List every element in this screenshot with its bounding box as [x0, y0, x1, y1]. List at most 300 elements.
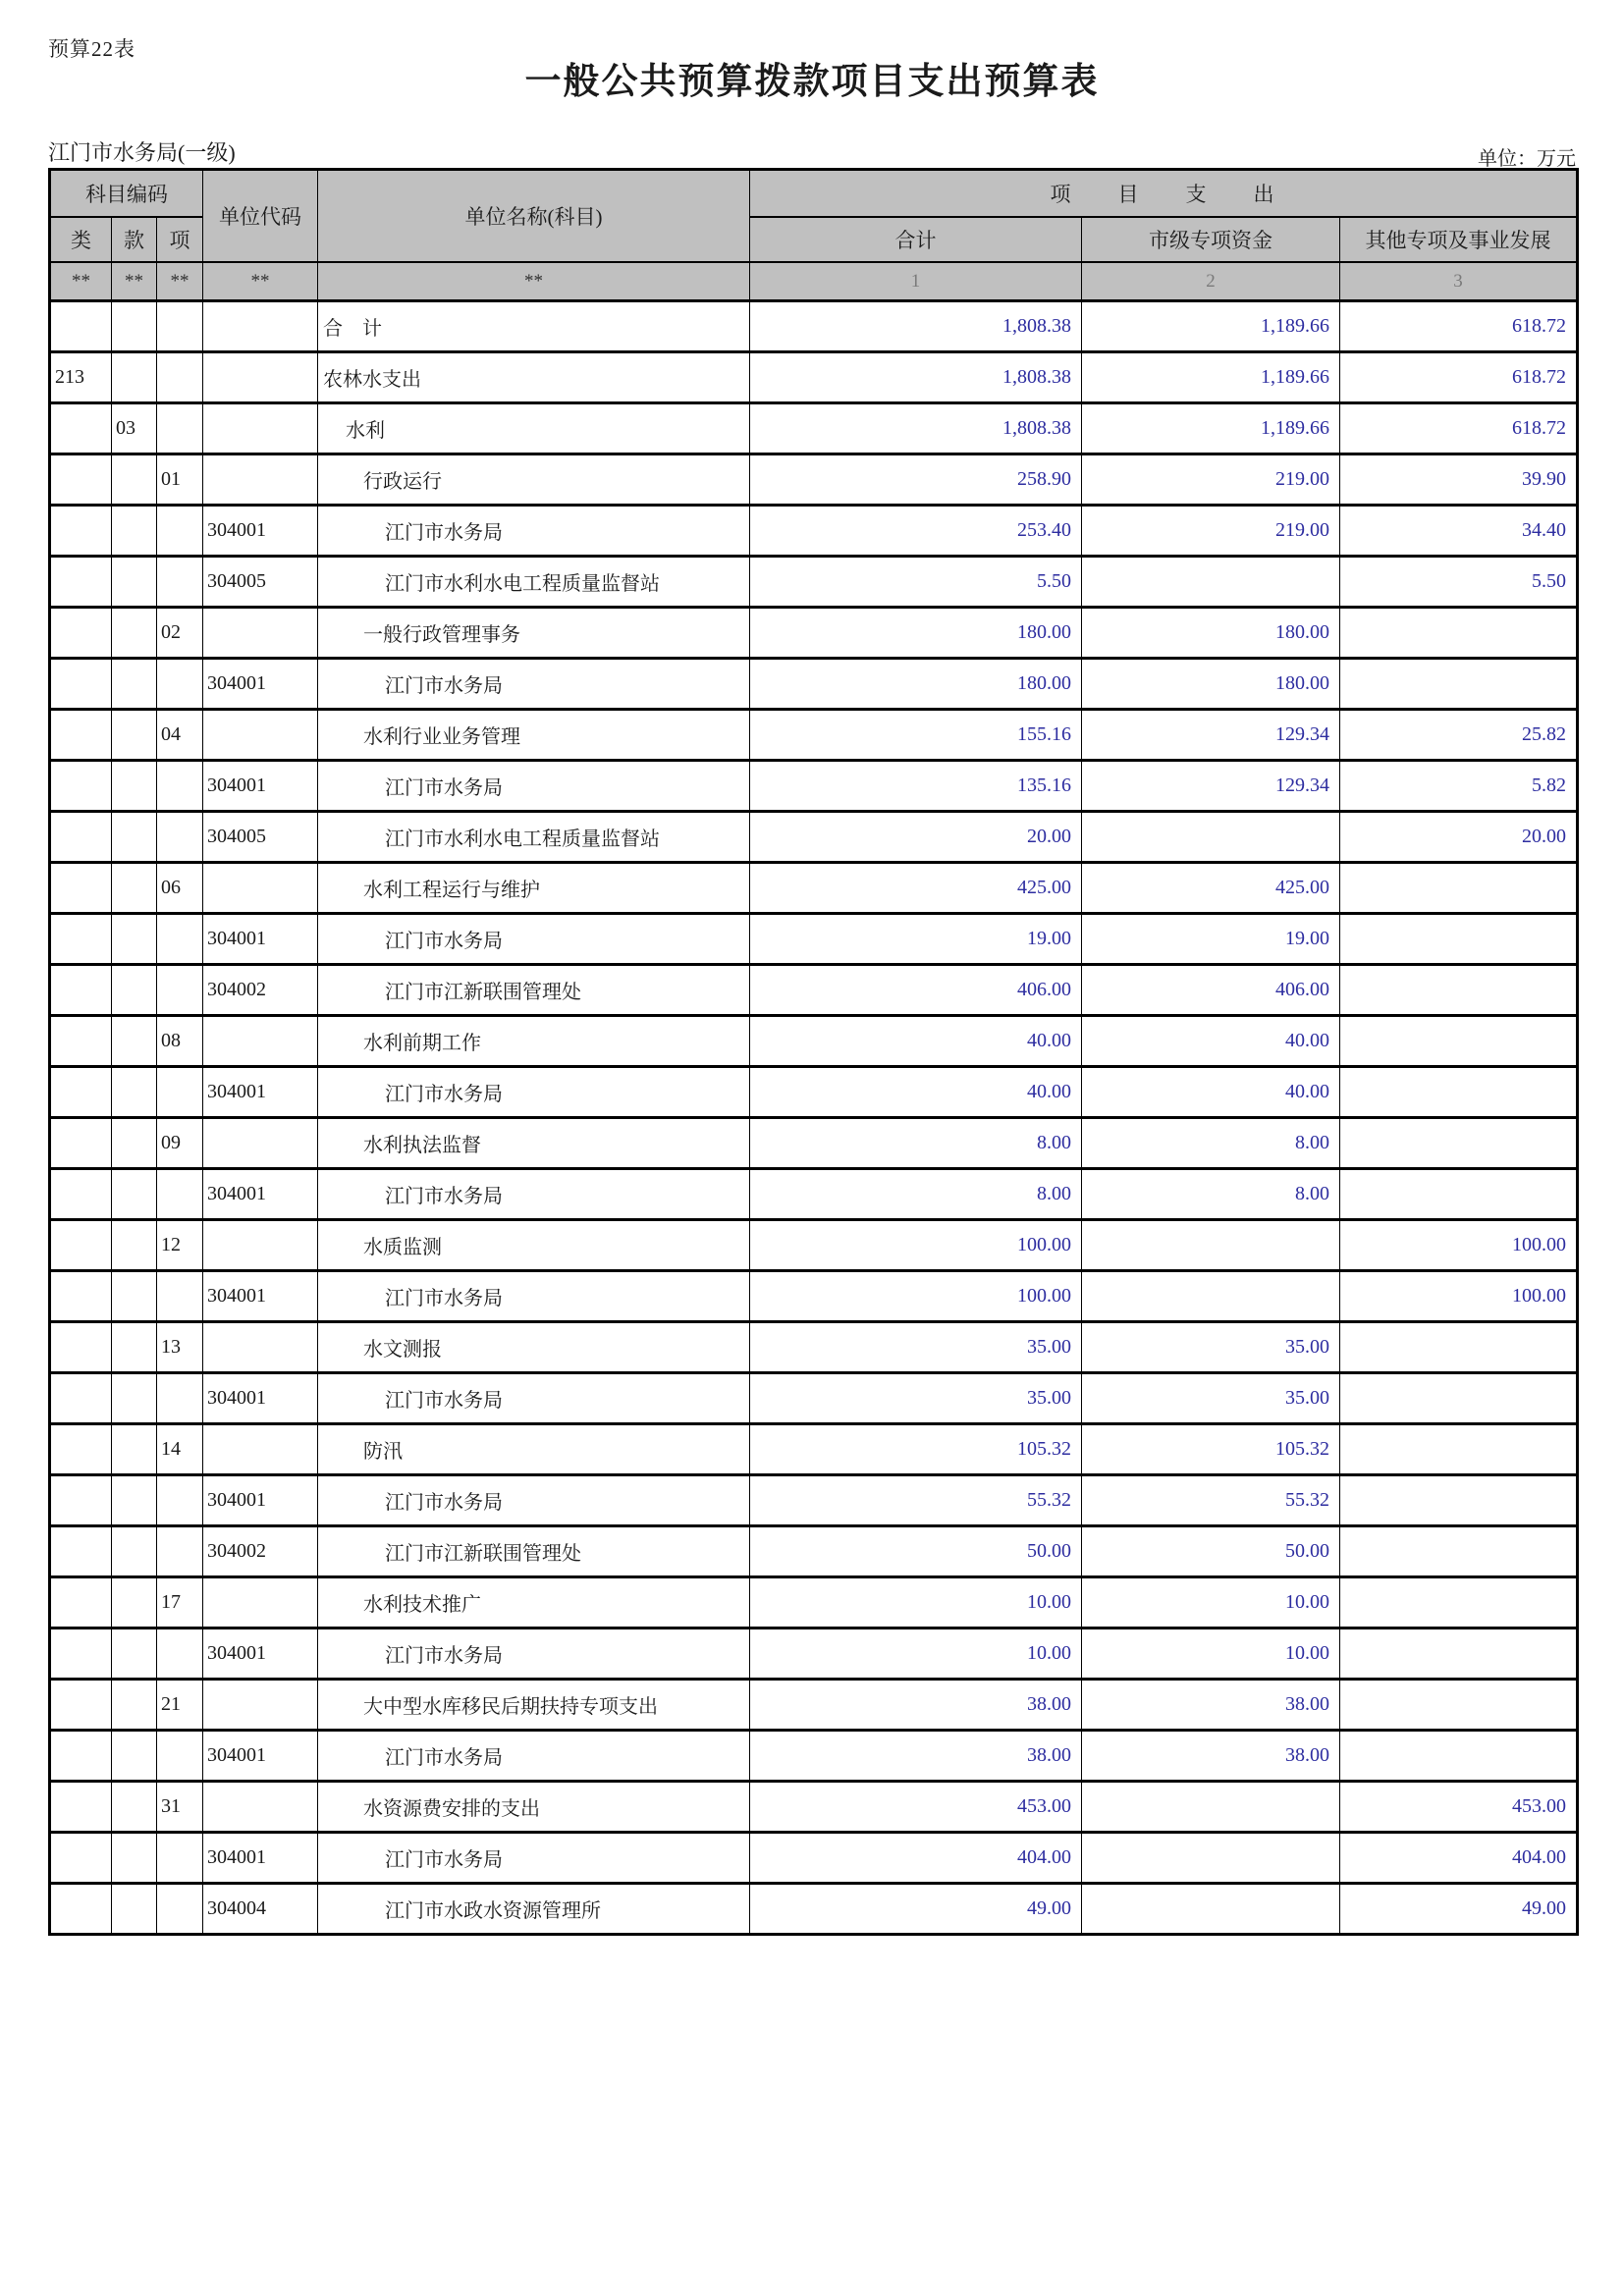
- org-name: 江门市水务局(一级): [48, 140, 236, 165]
- cell-other-fund: [1340, 1169, 1578, 1220]
- cell-unit-code: [203, 1016, 318, 1067]
- cell-unit-name: 水利执法监督: [318, 1118, 750, 1169]
- cell-section-code: [112, 710, 157, 761]
- cell-unit-name: 一般行政管理事务: [318, 608, 750, 659]
- cell-section-code: [112, 1577, 157, 1629]
- header-col-1: 1: [750, 262, 1082, 301]
- cell-municipal-fund: [1082, 812, 1340, 863]
- cell-total: 40.00: [750, 1067, 1082, 1118]
- cell-unit-name: 农林水支出: [318, 352, 750, 403]
- cell-class-code: [50, 1680, 112, 1731]
- table-row: [50, 1016, 1578, 1067]
- cell-section-code: [112, 608, 157, 659]
- table-row: [50, 608, 1578, 659]
- cell-unit-code: [203, 1577, 318, 1629]
- cell-unit-name: 水利: [318, 403, 750, 454]
- cell-class-code: [50, 1731, 112, 1782]
- header-class: 类: [50, 217, 112, 262]
- cell-municipal-fund: 8.00: [1082, 1118, 1340, 1169]
- cell-item-code: 17: [157, 1577, 203, 1629]
- cell-class-code: [50, 710, 112, 761]
- table-row: [50, 1526, 1578, 1577]
- cell-municipal-fund: [1082, 1884, 1340, 1935]
- table-row: [50, 1731, 1578, 1782]
- cell-unit-name: 江门市水利水电工程质量监督站: [318, 812, 750, 863]
- cell-section-code: [112, 1884, 157, 1935]
- cell-unit-name: 防汛: [318, 1424, 750, 1475]
- cell-municipal-fund: [1082, 557, 1340, 608]
- cell-total: 35.00: [750, 1322, 1082, 1373]
- cell-unit-name: 水利行业业务管理: [318, 710, 750, 761]
- cell-other-fund: 39.90: [1340, 454, 1578, 506]
- cell-item-code: [157, 761, 203, 812]
- cell-municipal-fund: 38.00: [1082, 1731, 1340, 1782]
- cell-total: 425.00: [750, 863, 1082, 914]
- cell-item-code: [157, 301, 203, 352]
- cell-total: 20.00: [750, 812, 1082, 863]
- cell-class-code: [50, 506, 112, 557]
- budget-form-number: 预算22表: [48, 37, 135, 61]
- cell-municipal-fund: 129.34: [1082, 710, 1340, 761]
- cell-unit-name: 大中型水库移民后期扶持专项支出: [318, 1680, 750, 1731]
- cell-section-code: [112, 454, 157, 506]
- cell-other-fund: [1340, 659, 1578, 710]
- cell-other-fund: [1340, 1118, 1578, 1169]
- cell-municipal-fund: 406.00: [1082, 965, 1340, 1016]
- cell-section-code: [112, 1629, 157, 1680]
- header-col-2: 2: [1082, 262, 1340, 301]
- table-row: [50, 659, 1578, 710]
- header-section-mask: **: [112, 262, 157, 301]
- cell-item-code: 06: [157, 863, 203, 914]
- cell-section-code: [112, 761, 157, 812]
- cell-unit-name: 江门市江新联围管理处: [318, 965, 750, 1016]
- cell-municipal-fund: [1082, 1220, 1340, 1271]
- cell-section-code: [112, 1475, 157, 1526]
- cell-municipal-fund: 55.32: [1082, 1475, 1340, 1526]
- cell-item-code: [157, 1731, 203, 1782]
- table-row: [50, 1067, 1578, 1118]
- cell-item-code: 13: [157, 1322, 203, 1373]
- cell-unit-name: 水利工程运行与维护: [318, 863, 750, 914]
- cell-other-fund: [1340, 1577, 1578, 1629]
- header-col-3: 3: [1340, 262, 1578, 301]
- cell-section-code: [112, 301, 157, 352]
- header-total: 合计: [750, 217, 1082, 262]
- table-row: [50, 1271, 1578, 1322]
- cell-item-code: 08: [157, 1016, 203, 1067]
- cell-total: 253.40: [750, 506, 1082, 557]
- table-row: [50, 761, 1578, 812]
- cell-unit-name: 江门市水务局: [318, 1169, 750, 1220]
- cell-total: 1,808.38: [750, 403, 1082, 454]
- cell-section-code: [112, 1731, 157, 1782]
- cell-municipal-fund: 19.00: [1082, 914, 1340, 965]
- cell-total: 8.00: [750, 1169, 1082, 1220]
- cell-item-code: [157, 403, 203, 454]
- cell-other-fund: 20.00: [1340, 812, 1578, 863]
- cell-municipal-fund: 180.00: [1082, 608, 1340, 659]
- table-row: [50, 1833, 1578, 1884]
- table-row: [50, 1475, 1578, 1526]
- cell-item-code: 02: [157, 608, 203, 659]
- cell-section-code: [112, 965, 157, 1016]
- header-item: 项: [157, 217, 203, 262]
- cell-other-fund: [1340, 914, 1578, 965]
- cell-other-fund: 34.40: [1340, 506, 1578, 557]
- cell-municipal-fund: 40.00: [1082, 1016, 1340, 1067]
- cell-unit-name: 江门市水利水电工程质量监督站: [318, 557, 750, 608]
- cell-item-code: [157, 1884, 203, 1935]
- cell-class-code: [50, 1067, 112, 1118]
- cell-section-code: [112, 506, 157, 557]
- cell-municipal-fund: 1,189.66: [1082, 301, 1340, 352]
- cell-class-code: [50, 1118, 112, 1169]
- table-row: [50, 1782, 1578, 1833]
- cell-class-code: [50, 454, 112, 506]
- cell-municipal-fund: 1,189.66: [1082, 352, 1340, 403]
- cell-item-code: [157, 1629, 203, 1680]
- cell-item-code: [157, 1475, 203, 1526]
- budget-table-body: [50, 301, 1578, 1935]
- cell-unit-name: 江门市水务局: [318, 1833, 750, 1884]
- cell-other-fund: [1340, 1731, 1578, 1782]
- cell-other-fund: [1340, 1475, 1578, 1526]
- cell-unit-code: [203, 863, 318, 914]
- header-unit-code-mask: **: [203, 262, 318, 301]
- cell-unit-name: 江门市水务局: [318, 506, 750, 557]
- cell-class-code: [50, 1629, 112, 1680]
- table-row: [50, 1577, 1578, 1629]
- cell-municipal-fund: 1,189.66: [1082, 403, 1340, 454]
- cell-other-fund: [1340, 1373, 1578, 1424]
- table-row: [50, 557, 1578, 608]
- cell-unit-code: [203, 1322, 318, 1373]
- cell-total: 10.00: [750, 1629, 1082, 1680]
- cell-unit-code: [203, 608, 318, 659]
- cell-class-code: [50, 608, 112, 659]
- cell-unit-code: [203, 352, 318, 403]
- cell-class-code: [50, 863, 112, 914]
- cell-unit-code: [203, 1782, 318, 1833]
- cell-total: 40.00: [750, 1016, 1082, 1067]
- cell-municipal-fund: 35.00: [1082, 1373, 1340, 1424]
- cell-total: 406.00: [750, 965, 1082, 1016]
- table-row: [50, 812, 1578, 863]
- cell-unit-name: 江门市水务局: [318, 659, 750, 710]
- cell-other-fund: 5.50: [1340, 557, 1578, 608]
- cell-total: 453.00: [750, 1782, 1082, 1833]
- cell-municipal-fund: 129.34: [1082, 761, 1340, 812]
- cell-class-code: [50, 1424, 112, 1475]
- cell-section-code: [112, 1373, 157, 1424]
- cell-unit-code: 304001: [203, 659, 318, 710]
- header-municipal-special: 市级专项资金: [1082, 217, 1340, 262]
- cell-unit-code: 304001: [203, 1271, 318, 1322]
- cell-unit-name: 江门市水务局: [318, 1271, 750, 1322]
- table-row: [50, 1220, 1578, 1271]
- cell-section-code: [112, 1220, 157, 1271]
- cell-class-code: [50, 1016, 112, 1067]
- cell-unit-code: [203, 1680, 318, 1731]
- cell-other-fund: [1340, 1680, 1578, 1731]
- cell-item-code: 21: [157, 1680, 203, 1731]
- cell-unit-code: 304001: [203, 1169, 318, 1220]
- cell-other-fund: 618.72: [1340, 403, 1578, 454]
- table-row: [50, 1424, 1578, 1475]
- cell-unit-code: [203, 1220, 318, 1271]
- cell-total: 38.00: [750, 1680, 1082, 1731]
- cell-municipal-fund: [1082, 1271, 1340, 1322]
- cell-municipal-fund: 105.32: [1082, 1424, 1340, 1475]
- cell-unit-code: 304001: [203, 1475, 318, 1526]
- cell-municipal-fund: 10.00: [1082, 1577, 1340, 1629]
- cell-municipal-fund: 40.00: [1082, 1067, 1340, 1118]
- cell-section-code: [112, 863, 157, 914]
- cell-municipal-fund: 50.00: [1082, 1526, 1340, 1577]
- cell-total: 8.00: [750, 1118, 1082, 1169]
- cell-class-code: [50, 1884, 112, 1935]
- cell-other-fund: [1340, 965, 1578, 1016]
- cell-item-code: [157, 1833, 203, 1884]
- budget-table: [48, 168, 1579, 1936]
- cell-section-code: [112, 1833, 157, 1884]
- table-row: [50, 352, 1578, 403]
- cell-item-code: [157, 659, 203, 710]
- cell-class-code: [50, 965, 112, 1016]
- cell-unit-code: 304001: [203, 1629, 318, 1680]
- cell-class-code: [50, 1782, 112, 1833]
- cell-total: 404.00: [750, 1833, 1082, 1884]
- cell-other-fund: 100.00: [1340, 1271, 1578, 1322]
- cell-section-code: [112, 914, 157, 965]
- cell-unit-name: 江门市水政水资源管理所: [318, 1884, 750, 1935]
- cell-municipal-fund: 8.00: [1082, 1169, 1340, 1220]
- cell-unit-code: [203, 1118, 318, 1169]
- cell-unit-code: 304005: [203, 812, 318, 863]
- cell-section-code: 03: [112, 403, 157, 454]
- cell-unit-name: 江门市水务局: [318, 1475, 750, 1526]
- cell-unit-name: 江门市水务局: [318, 1373, 750, 1424]
- cell-section-code: [112, 1169, 157, 1220]
- cell-unit-code: 304002: [203, 1526, 318, 1577]
- header-item-mask: **: [157, 262, 203, 301]
- cell-unit-code: 304001: [203, 914, 318, 965]
- unit-label: 单位：万元: [1478, 148, 1576, 170]
- cell-unit-name: 水资源费安排的支出: [318, 1782, 750, 1833]
- cell-item-code: [157, 506, 203, 557]
- cell-other-fund: [1340, 1067, 1578, 1118]
- cell-item-code: [157, 1067, 203, 1118]
- cell-unit-code: [203, 1424, 318, 1475]
- cell-other-fund: 618.72: [1340, 301, 1578, 352]
- header-unit-code: 单位代码: [203, 170, 318, 263]
- cell-unit-code: 304001: [203, 1373, 318, 1424]
- table-row: [50, 1373, 1578, 1424]
- cell-unit-name: 水利前期工作: [318, 1016, 750, 1067]
- cell-unit-code: 304001: [203, 1731, 318, 1782]
- table-row: [50, 1322, 1578, 1373]
- table-row: [50, 965, 1578, 1016]
- cell-unit-code: 304001: [203, 506, 318, 557]
- cell-other-fund: [1340, 1629, 1578, 1680]
- cell-unit-code: [203, 403, 318, 454]
- cell-municipal-fund: 219.00: [1082, 454, 1340, 506]
- cell-municipal-fund: 35.00: [1082, 1322, 1340, 1373]
- cell-other-fund: 25.82: [1340, 710, 1578, 761]
- cell-unit-code: [203, 710, 318, 761]
- cell-section-code: [112, 557, 157, 608]
- header-other-special: 其他专项及事业发展: [1340, 217, 1578, 262]
- cell-class-code: 213: [50, 352, 112, 403]
- cell-other-fund: 404.00: [1340, 1833, 1578, 1884]
- cell-other-fund: [1340, 608, 1578, 659]
- cell-section-code: [112, 1782, 157, 1833]
- cell-item-code: [157, 1271, 203, 1322]
- table-row: [50, 506, 1578, 557]
- cell-item-code: [157, 1373, 203, 1424]
- cell-unit-name: 江门市水务局: [318, 1067, 750, 1118]
- cell-other-fund: [1340, 863, 1578, 914]
- cell-item-code: [157, 965, 203, 1016]
- cell-section-code: [112, 1271, 157, 1322]
- cell-unit-code: 304001: [203, 761, 318, 812]
- cell-municipal-fund: 10.00: [1082, 1629, 1340, 1680]
- cell-total: 100.00: [750, 1220, 1082, 1271]
- cell-class-code: [50, 1526, 112, 1577]
- cell-item-code: [157, 914, 203, 965]
- header-project-expenditure: 项 目 支 出: [750, 170, 1578, 218]
- cell-unit-name: 江门市水务局: [318, 1629, 750, 1680]
- cell-unit-name: 合 计: [318, 301, 750, 352]
- cell-class-code: [50, 301, 112, 352]
- table-row: [50, 1680, 1578, 1731]
- table-row: [50, 914, 1578, 965]
- cell-other-fund: 100.00: [1340, 1220, 1578, 1271]
- cell-class-code: [50, 1833, 112, 1884]
- cell-total: 1,808.38: [750, 301, 1082, 352]
- cell-unit-name: 水利技术推广: [318, 1577, 750, 1629]
- cell-section-code: [112, 1067, 157, 1118]
- cell-item-code: 04: [157, 710, 203, 761]
- cell-total: 49.00: [750, 1884, 1082, 1935]
- cell-unit-code: 304002: [203, 965, 318, 1016]
- cell-unit-code: [203, 454, 318, 506]
- cell-other-fund: [1340, 1526, 1578, 1577]
- cell-item-code: 31: [157, 1782, 203, 1833]
- table-header: [50, 170, 1578, 301]
- table-row: [50, 454, 1578, 506]
- cell-total: 155.16: [750, 710, 1082, 761]
- cell-municipal-fund: 180.00: [1082, 659, 1340, 710]
- cell-item-code: 14: [157, 1424, 203, 1475]
- cell-total: 38.00: [750, 1731, 1082, 1782]
- cell-other-fund: [1340, 1322, 1578, 1373]
- cell-unit-code: 304004: [203, 1884, 318, 1935]
- cell-class-code: [50, 1220, 112, 1271]
- cell-section-code: [112, 1680, 157, 1731]
- cell-class-code: [50, 557, 112, 608]
- cell-total: 5.50: [750, 557, 1082, 608]
- cell-total: 55.32: [750, 1475, 1082, 1526]
- cell-item-code: [157, 1169, 203, 1220]
- cell-total: 105.32: [750, 1424, 1082, 1475]
- cell-class-code: [50, 1322, 112, 1373]
- cell-municipal-fund: [1082, 1833, 1340, 1884]
- cell-unit-code: 304001: [203, 1067, 318, 1118]
- cell-total: 135.16: [750, 761, 1082, 812]
- cell-total: 1,808.38: [750, 352, 1082, 403]
- cell-total: 35.00: [750, 1373, 1082, 1424]
- cell-other-fund: 5.82: [1340, 761, 1578, 812]
- cell-item-code: 12: [157, 1220, 203, 1271]
- cell-class-code: [50, 914, 112, 965]
- cell-total: 180.00: [750, 659, 1082, 710]
- cell-total: 100.00: [750, 1271, 1082, 1322]
- cell-unit-name: 江门市水务局: [318, 1731, 750, 1782]
- cell-unit-name: 江门市江新联围管理处: [318, 1526, 750, 1577]
- cell-municipal-fund: 38.00: [1082, 1680, 1340, 1731]
- page-title: 一般公共预算拨款项目支出预算表: [524, 62, 1100, 102]
- header-unit-name-mask: **: [318, 262, 750, 301]
- cell-other-fund: 49.00: [1340, 1884, 1578, 1935]
- header-class-mask: **: [50, 262, 112, 301]
- cell-other-fund: [1340, 1424, 1578, 1475]
- cell-unit-name: 江门市水务局: [318, 761, 750, 812]
- cell-section-code: [112, 1118, 157, 1169]
- cell-municipal-fund: 219.00: [1082, 506, 1340, 557]
- cell-municipal-fund: [1082, 1782, 1340, 1833]
- cell-class-code: [50, 1475, 112, 1526]
- cell-class-code: [50, 1271, 112, 1322]
- table-row: [50, 1118, 1578, 1169]
- cell-total: 19.00: [750, 914, 1082, 965]
- header-section: 款: [112, 217, 157, 262]
- cell-other-fund: 618.72: [1340, 352, 1578, 403]
- cell-unit-code: [203, 301, 318, 352]
- cell-section-code: [112, 659, 157, 710]
- cell-other-fund: 453.00: [1340, 1782, 1578, 1833]
- cell-unit-name: 水质监测: [318, 1220, 750, 1271]
- cell-item-code: 09: [157, 1118, 203, 1169]
- table-row: [50, 1884, 1578, 1935]
- cell-item-code: [157, 352, 203, 403]
- cell-unit-code: 304001: [203, 1833, 318, 1884]
- table-row: [50, 301, 1578, 352]
- cell-section-code: [112, 812, 157, 863]
- cell-section-code: [112, 352, 157, 403]
- cell-unit-name: 水文测报: [318, 1322, 750, 1373]
- cell-item-code: 01: [157, 454, 203, 506]
- cell-class-code: [50, 659, 112, 710]
- cell-class-code: [50, 403, 112, 454]
- cell-section-code: [112, 1526, 157, 1577]
- cell-total: 10.00: [750, 1577, 1082, 1629]
- cell-item-code: [157, 812, 203, 863]
- table-row: [50, 863, 1578, 914]
- cell-section-code: [112, 1424, 157, 1475]
- cell-item-code: [157, 1526, 203, 1577]
- cell-class-code: [50, 761, 112, 812]
- cell-unit-name: 江门市水务局: [318, 914, 750, 965]
- table-row: [50, 1629, 1578, 1680]
- cell-unit-name: 行政运行: [318, 454, 750, 506]
- table-row: [50, 1169, 1578, 1220]
- table-row: [50, 710, 1578, 761]
- cell-total: 180.00: [750, 608, 1082, 659]
- cell-class-code: [50, 812, 112, 863]
- cell-class-code: [50, 1169, 112, 1220]
